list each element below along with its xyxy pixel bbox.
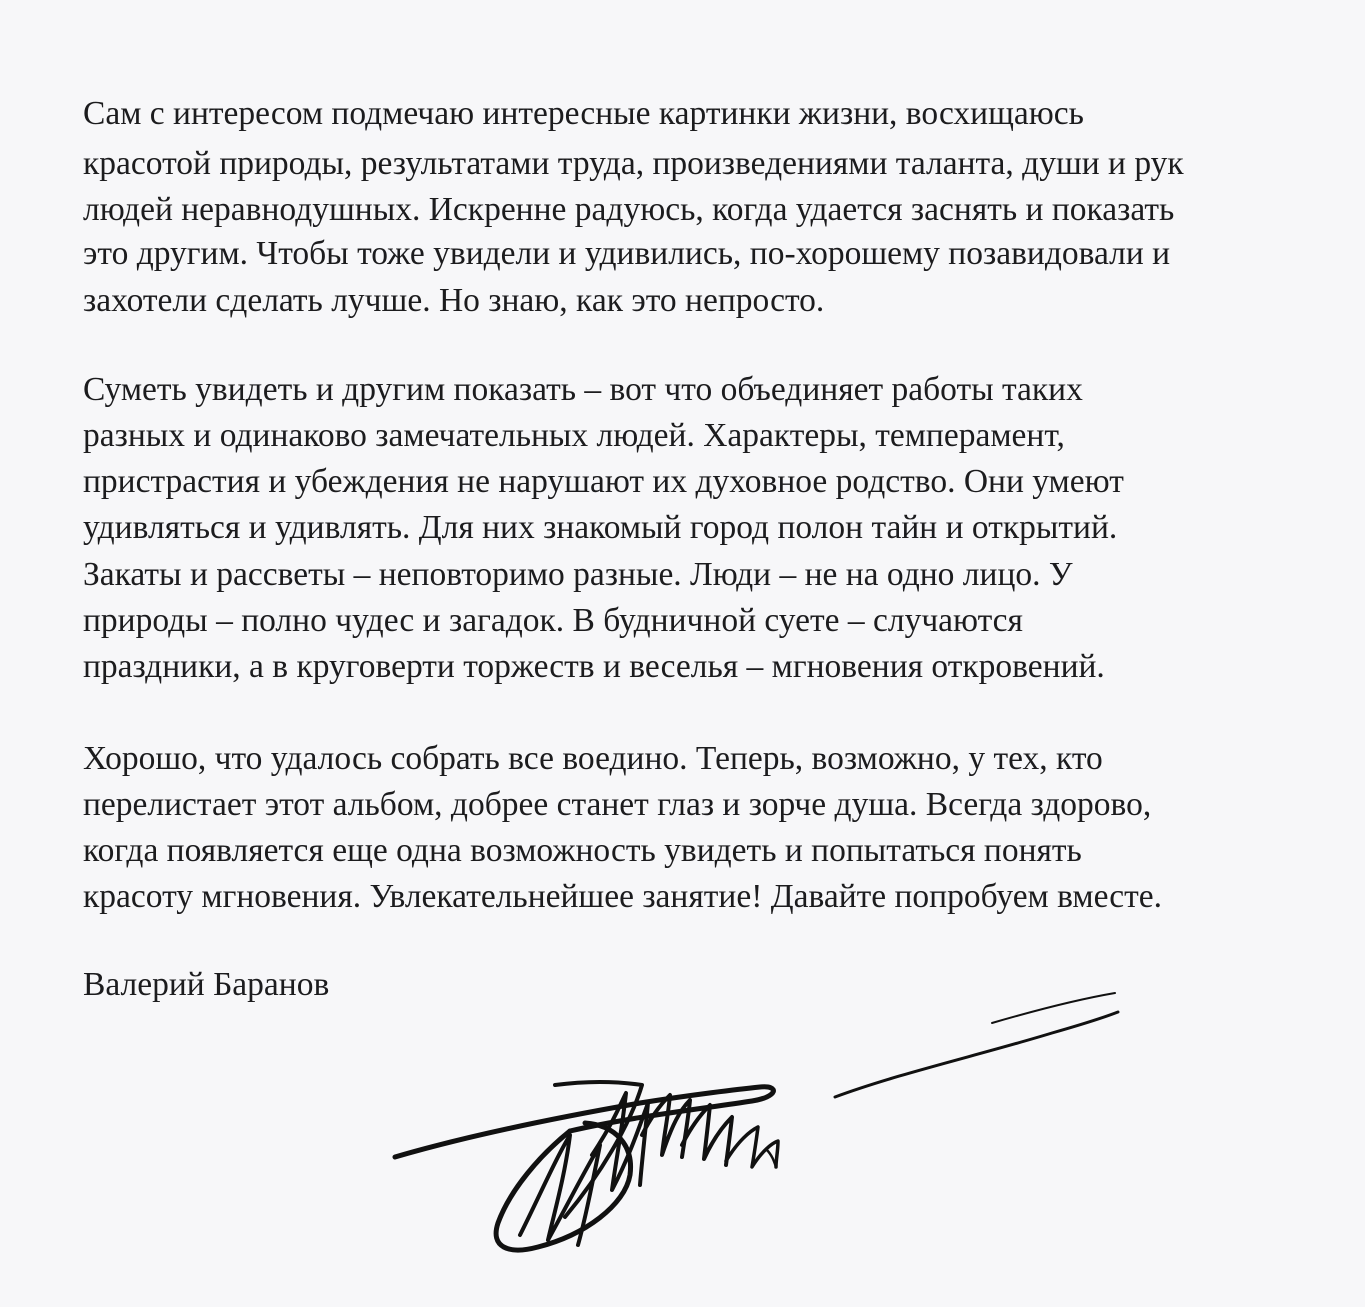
paragraph-1-line-4: это другим. Чтобы тоже увидели и удивились, по-хорошему позавидовали и bbox=[83, 235, 1171, 272]
paragraph-1-line-1: Сам с интересом подмечаю интересные картинки жизни, восхищаюсь bbox=[83, 95, 1084, 132]
handwritten-signature bbox=[380, 985, 1140, 1275]
paragraph-2-line-4: удивляться и удивлять. Для них знакомый город полон тайн и открытий. bbox=[83, 509, 1118, 546]
paragraph-3-line-1: Хорошо, что удалось собрать все воедино. Теперь, возможно, у тех, кто bbox=[83, 740, 1103, 777]
paragraph-3-line-4: красоту мгновения. Увлекательнейшее занятие! Давайте попробуем вместе. bbox=[83, 878, 1163, 915]
paragraph-2-line-7: праздники, а в круговерти торжеств и веселья – мгновения откровений. bbox=[83, 648, 1105, 685]
paragraph-2-line-6: природы – полно чудес и загадок. В будничной суете – случаются bbox=[83, 602, 1023, 639]
paragraph-2-line-3: пристрастия и убеждения не нарушают их духовное родство. Они умеют bbox=[83, 463, 1124, 500]
paragraph-2-line-2: разных и одинаково замечательных людей. Характеры, темперамент, bbox=[83, 417, 1065, 454]
paragraph-1-line-3: людей неравнодушных. Искренне радуюсь, когда удается заснять и показать bbox=[83, 191, 1175, 228]
paragraph-2-line-1: Суметь увидеть и другим показать – вот что объединяет работы таких bbox=[83, 371, 1083, 408]
paragraph-3-line-2: перелистает этот альбом, добрее станет глаз и зорче душа. Всегда здорово, bbox=[83, 786, 1152, 823]
paragraph-1-line-2: красотой природы, результатами труда, произведениями таланта, души и рук bbox=[83, 145, 1184, 182]
paragraph-1-line-5: захотели сделать лучше. Но знаю, как это непросто. bbox=[83, 282, 825, 319]
paragraph-2-line-5: Закаты и рассветы – неповторимо разные. Люди – не на одно лицо. У bbox=[83, 556, 1073, 593]
paragraph-3-line-3: когда появляется еще одна возможность увидеть и попытаться понять bbox=[83, 832, 1082, 869]
author-name: Валерий Баранов bbox=[83, 966, 330, 1003]
